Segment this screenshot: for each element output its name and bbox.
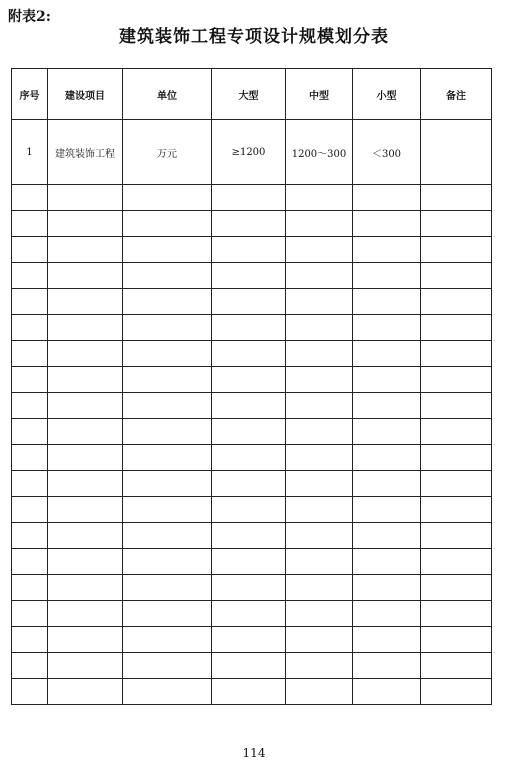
empty-cell xyxy=(12,419,48,445)
empty-cell xyxy=(123,601,212,627)
empty-cell xyxy=(286,367,353,393)
empty-cell xyxy=(286,627,353,653)
empty-cell xyxy=(353,211,421,237)
table-header-row xyxy=(12,69,492,120)
header-project: 建设项目 xyxy=(48,69,123,120)
empty-cell xyxy=(123,289,212,315)
header-medium: 中型 xyxy=(286,69,353,120)
empty-table-row xyxy=(12,445,492,471)
empty-cell xyxy=(421,575,492,601)
empty-cell xyxy=(286,211,353,237)
empty-cell xyxy=(353,289,421,315)
empty-cell xyxy=(353,445,421,471)
empty-cell xyxy=(123,315,212,341)
empty-cell xyxy=(421,523,492,549)
empty-table-row xyxy=(12,419,492,445)
page-number: 114 xyxy=(242,746,266,760)
empty-cell xyxy=(421,315,492,341)
empty-cell xyxy=(286,445,353,471)
empty-cell xyxy=(123,211,212,237)
empty-cell xyxy=(421,601,492,627)
empty-cell xyxy=(353,419,421,445)
empty-cell xyxy=(212,263,286,289)
cell-remarks xyxy=(421,120,492,185)
empty-cell xyxy=(286,315,353,341)
empty-cell xyxy=(353,497,421,523)
empty-cell xyxy=(48,471,123,497)
cell-large: ≥1200 xyxy=(212,120,286,185)
empty-table-row xyxy=(12,523,492,549)
empty-cell xyxy=(421,367,492,393)
empty-cell xyxy=(286,419,353,445)
cell-project: 建筑装饰工程 xyxy=(48,120,123,185)
empty-table-row xyxy=(12,601,492,627)
empty-cell xyxy=(353,601,421,627)
empty-cell xyxy=(123,679,212,705)
empty-cell xyxy=(123,445,212,471)
empty-cell xyxy=(421,471,492,497)
empty-table-row xyxy=(12,341,492,367)
empty-cell xyxy=(212,601,286,627)
empty-cell xyxy=(48,523,123,549)
empty-cell xyxy=(421,679,492,705)
empty-cell xyxy=(12,471,48,497)
empty-cell xyxy=(212,341,286,367)
empty-cell xyxy=(212,367,286,393)
empty-cell xyxy=(286,393,353,419)
empty-cell xyxy=(286,185,353,211)
empty-cell xyxy=(123,653,212,679)
empty-cell xyxy=(123,419,212,445)
empty-cell xyxy=(12,627,48,653)
empty-cell xyxy=(212,523,286,549)
empty-cell xyxy=(123,393,212,419)
empty-cell xyxy=(353,315,421,341)
empty-cell xyxy=(286,341,353,367)
empty-cell xyxy=(123,627,212,653)
empty-table-row xyxy=(12,679,492,705)
empty-cell xyxy=(353,575,421,601)
empty-cell xyxy=(48,393,123,419)
empty-cell xyxy=(212,419,286,445)
empty-cell xyxy=(123,237,212,263)
empty-cell xyxy=(286,679,353,705)
empty-cell xyxy=(48,367,123,393)
empty-cell xyxy=(353,679,421,705)
empty-cell xyxy=(48,419,123,445)
empty-table-row xyxy=(12,549,492,575)
empty-cell xyxy=(48,237,123,263)
empty-cell xyxy=(12,367,48,393)
empty-cell xyxy=(353,341,421,367)
empty-cell xyxy=(48,263,123,289)
empty-table-row xyxy=(12,393,492,419)
empty-cell xyxy=(353,471,421,497)
header-small: 小型 xyxy=(353,69,421,120)
empty-cell xyxy=(12,679,48,705)
empty-cell xyxy=(353,549,421,575)
empty-cell xyxy=(421,341,492,367)
empty-table-row xyxy=(12,367,492,393)
empty-cell xyxy=(123,575,212,601)
empty-cell xyxy=(123,471,212,497)
empty-cell xyxy=(12,523,48,549)
empty-cell xyxy=(353,523,421,549)
empty-table-row xyxy=(12,575,492,601)
empty-cell xyxy=(421,211,492,237)
empty-cell xyxy=(123,263,212,289)
empty-cell xyxy=(12,601,48,627)
empty-cell xyxy=(212,445,286,471)
empty-cell xyxy=(12,289,48,315)
empty-cell xyxy=(48,185,123,211)
empty-cell xyxy=(286,653,353,679)
empty-cell xyxy=(421,549,492,575)
empty-cell xyxy=(421,237,492,263)
empty-cell xyxy=(286,497,353,523)
empty-cell xyxy=(12,185,48,211)
empty-cell xyxy=(353,237,421,263)
empty-table-row xyxy=(12,237,492,263)
empty-cell xyxy=(123,367,212,393)
empty-cell xyxy=(48,575,123,601)
empty-cell xyxy=(48,627,123,653)
empty-cell xyxy=(212,679,286,705)
empty-cell xyxy=(286,263,353,289)
cell-unit: 万元 xyxy=(123,120,212,185)
appendix-label: 附表2: xyxy=(8,9,51,25)
empty-table-row xyxy=(12,185,492,211)
empty-cell xyxy=(48,679,123,705)
empty-cell xyxy=(212,185,286,211)
empty-cell xyxy=(123,549,212,575)
empty-cell xyxy=(12,653,48,679)
table-row xyxy=(12,120,492,185)
cell-medium: 1200～300 xyxy=(286,120,353,185)
empty-cell xyxy=(286,549,353,575)
empty-cell xyxy=(421,497,492,523)
empty-table-row xyxy=(12,497,492,523)
empty-cell xyxy=(421,185,492,211)
empty-cell xyxy=(353,263,421,289)
empty-cell xyxy=(123,523,212,549)
empty-cell xyxy=(286,289,353,315)
empty-cell xyxy=(212,627,286,653)
empty-cell xyxy=(12,315,48,341)
empty-cell xyxy=(12,341,48,367)
empty-cell xyxy=(48,289,123,315)
empty-cell xyxy=(212,549,286,575)
empty-cell xyxy=(212,315,286,341)
empty-cell xyxy=(12,445,48,471)
empty-cell xyxy=(212,289,286,315)
empty-cell xyxy=(48,211,123,237)
empty-cell xyxy=(353,185,421,211)
empty-cell xyxy=(421,393,492,419)
empty-cell xyxy=(12,211,48,237)
empty-table-row xyxy=(12,471,492,497)
header-remarks: 备注 xyxy=(421,69,492,120)
empty-cell xyxy=(421,263,492,289)
empty-cell xyxy=(353,627,421,653)
empty-cell xyxy=(212,237,286,263)
empty-cell xyxy=(212,211,286,237)
empty-cell xyxy=(421,289,492,315)
page-title: 建筑装饰工程专项设计规模划分表 xyxy=(119,27,389,47)
empty-cell xyxy=(12,263,48,289)
empty-cell xyxy=(286,575,353,601)
empty-cell xyxy=(286,523,353,549)
empty-cell xyxy=(212,393,286,419)
empty-table-row xyxy=(12,315,492,341)
empty-cell xyxy=(353,393,421,419)
empty-cell xyxy=(353,367,421,393)
empty-cell xyxy=(123,497,212,523)
empty-table-row xyxy=(12,653,492,679)
empty-cell xyxy=(353,653,421,679)
empty-cell xyxy=(48,445,123,471)
empty-cell xyxy=(421,445,492,471)
empty-cell xyxy=(123,341,212,367)
cell-index: 1 xyxy=(12,120,48,185)
header-index: 序号 xyxy=(12,69,48,120)
header-large: 大型 xyxy=(212,69,286,120)
empty-cell xyxy=(12,575,48,601)
cell-small: ＜300 xyxy=(353,120,421,185)
empty-cell xyxy=(48,549,123,575)
empty-cell xyxy=(12,497,48,523)
empty-cell xyxy=(48,315,123,341)
empty-cell xyxy=(212,497,286,523)
empty-cell xyxy=(12,549,48,575)
empty-cell xyxy=(212,575,286,601)
empty-table-row xyxy=(12,627,492,653)
empty-cell xyxy=(123,185,212,211)
empty-cell xyxy=(12,237,48,263)
empty-cell xyxy=(48,601,123,627)
empty-cell xyxy=(421,653,492,679)
empty-cell xyxy=(12,393,48,419)
empty-cell xyxy=(48,653,123,679)
empty-cell xyxy=(48,497,123,523)
empty-cell xyxy=(286,471,353,497)
header-unit: 单位 xyxy=(123,69,212,120)
empty-cell xyxy=(48,341,123,367)
empty-cell xyxy=(286,237,353,263)
empty-table-row xyxy=(12,289,492,315)
empty-cell xyxy=(421,627,492,653)
empty-table-row xyxy=(12,211,492,237)
empty-cell xyxy=(286,601,353,627)
empty-cell xyxy=(212,653,286,679)
empty-cell xyxy=(212,471,286,497)
design-scale-table xyxy=(11,68,492,705)
empty-cell xyxy=(421,419,492,445)
empty-table-row xyxy=(12,263,492,289)
